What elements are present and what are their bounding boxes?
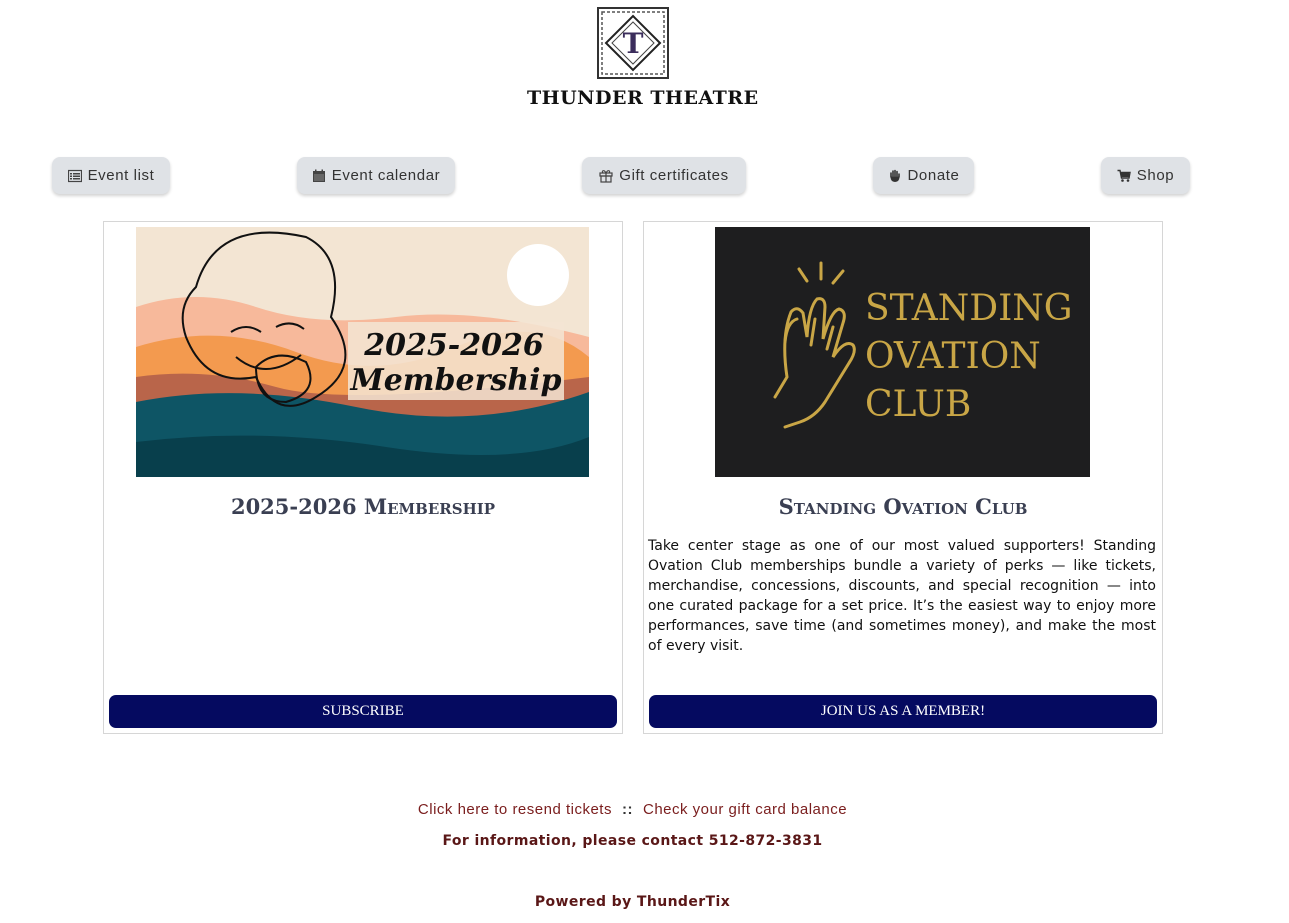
nav-label: Donate	[907, 167, 960, 184]
nav-event-calendar-button[interactable]	[297, 157, 455, 194]
standing-ovation-card	[643, 221, 1163, 734]
svg-text:2025-2026: 2025-2026	[364, 328, 544, 363]
resend-tickets-link[interactable]: Click here to resend tickets	[417, 801, 612, 818]
gift-card-balance-link[interactable]: Check your gift card balance	[642, 801, 848, 818]
contact-info: For information, please contact 512-872-3831	[442, 833, 823, 849]
svg-text:CLUB: CLUB	[865, 384, 972, 425]
logo-text: THUNDER THEATRE	[527, 87, 759, 109]
theatre-logo[interactable]	[527, 7, 759, 111]
hand-icon	[888, 169, 902, 183]
standing-ovation-image[interactable]	[715, 227, 1090, 477]
svg-text:Membership: Membership	[350, 363, 562, 398]
gift-icon	[599, 169, 613, 183]
list-icon	[68, 169, 82, 183]
membership-title[interactable]: 2025-2026 Membership	[230, 494, 496, 519]
standing-ovation-description: Take center stage as one of our most valued supporters! Standing Ovation Club memberships bundle a variety of perks — like tickets, merchandise, concessions, discounts, and special recognition — into one curated package for a set price. It’s the easiest way to enjoy more performances, save time (and sometimes money), and make the most of every visit.	[648, 538, 1156, 654]
svg-text:T: T	[622, 27, 644, 60]
nav-label: Shop	[1136, 167, 1175, 184]
standing-ovation-title[interactable]: Standing Ovation Club	[778, 494, 1028, 519]
nav-event-list-button[interactable]	[52, 157, 170, 194]
logo-emblem-icon	[597, 7, 669, 79]
svg-text:STANDING: STANDING	[865, 288, 1073, 329]
subscribe-button[interactable]: SUBSCRIBE	[109, 695, 617, 728]
calendar-icon	[312, 169, 326, 183]
nav-gift-certificates-button[interactable]	[582, 157, 746, 194]
nav-label: Gift certificates	[619, 167, 729, 184]
membership-artwork	[136, 227, 589, 477]
footer-separator: ::	[621, 801, 633, 818]
nav-shop-button[interactable]	[1101, 157, 1190, 194]
cart-icon	[1117, 169, 1131, 183]
nav-label: Event calendar	[331, 167, 441, 184]
membership-image[interactable]	[136, 227, 589, 477]
powered-by-link[interactable]: Powered by ThunderTix	[534, 894, 731, 910]
membership-card	[103, 221, 623, 734]
nav-donate-button[interactable]	[873, 157, 974, 194]
join-member-button[interactable]: JOIN US AS A MEMBER!	[649, 695, 1157, 728]
footer-links	[0, 801, 1265, 818]
svg-text:OVATION: OVATION	[865, 336, 1041, 377]
nav-label: Event list	[87, 167, 155, 184]
standing-ovation-artwork	[715, 227, 1090, 477]
